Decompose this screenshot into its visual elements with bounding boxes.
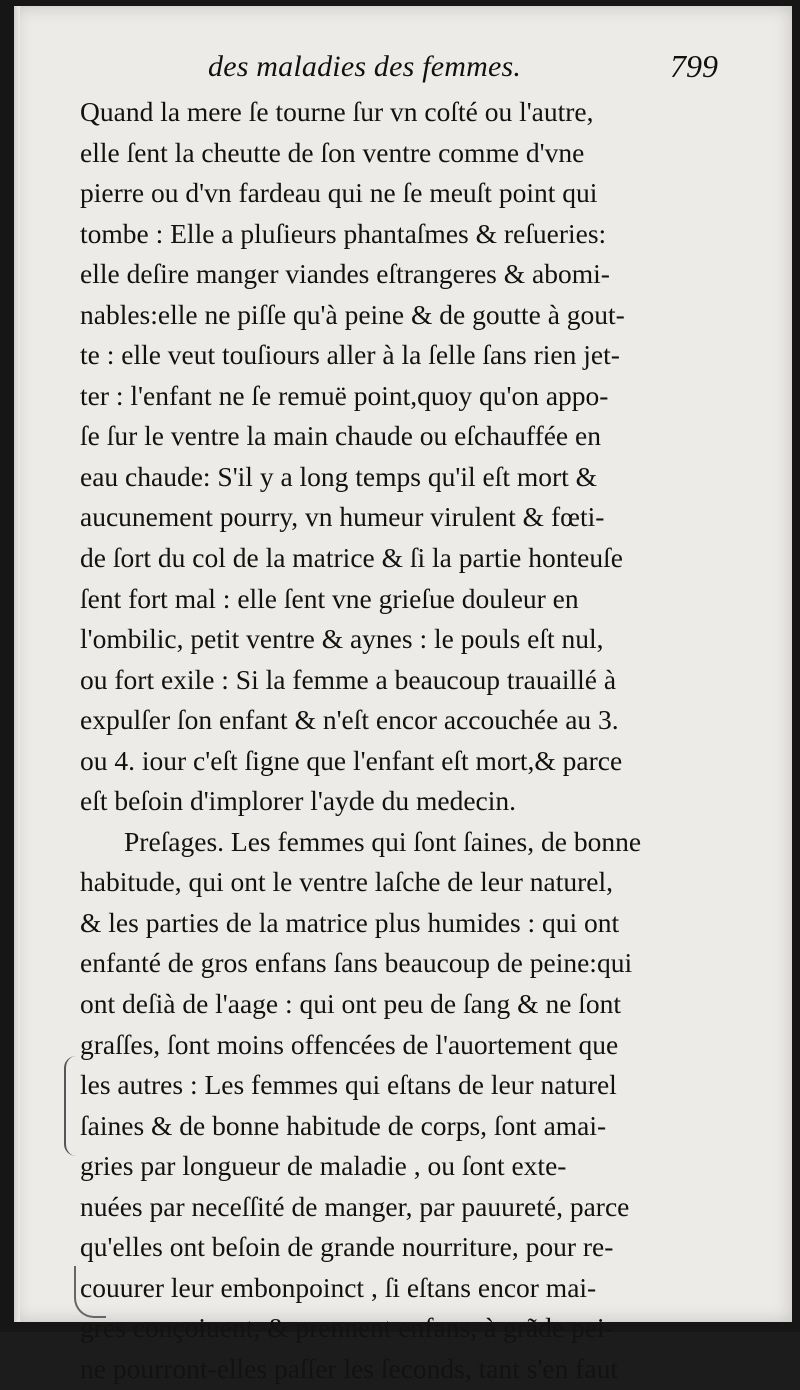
text-line: enfanté de gros enfans ſans beaucoup de peine:qui xyxy=(80,947,633,979)
text-line: ou 4. iour c'eſt ſigne que l'enfant eſt mort,& parce xyxy=(80,744,623,776)
text-line: nables:elle ne piſſe qu'à peine & de goutte à gout- xyxy=(80,298,625,330)
text-line: ou fort exile : Si la femme a beaucoup trauaillé à xyxy=(80,663,617,695)
text-line: te : elle veut touſiours aller à la ſelle ſans rien jet- xyxy=(80,339,620,371)
text-line: graſſes, ſont moins offencées de l'auortement que xyxy=(80,1028,619,1060)
text-line: nuées par neceſſité de manger, par pauureté, parce xyxy=(80,1190,630,1222)
text-line: gres conçoiuent, & prennent enfans, à grãde pei- xyxy=(80,1312,614,1344)
running-title: des maladies des femmes. xyxy=(208,50,522,83)
text-line: elle ſent la cheutte de ſon ventre comme d'vne xyxy=(80,136,585,168)
text-line: eſt beſoin d'implorer l'ayde du medecin. xyxy=(80,785,517,817)
text-line: tombe : Elle a pluſieurs phantaſmes & reſueries: xyxy=(80,217,607,249)
page-header xyxy=(14,48,792,92)
text-line: aucunement pourry, vn humeur virulent & fœti- xyxy=(80,501,605,533)
text-line: les autres : Les femmes qui eſtans de leur naturel xyxy=(80,1069,617,1101)
text-line: ſaines & de bonne habitude de corps, ſont amai- xyxy=(80,1109,607,1141)
text-line: & les parties de la matrice plus humides : qui ont xyxy=(80,906,620,938)
text-line: ſe ſur le ventre la main chaude ou eſchauffée en xyxy=(80,420,601,452)
page-number: 799 xyxy=(670,48,718,84)
text-line: l'ombilic, petit ventre & aynes : le pouls eſt nul, xyxy=(80,623,604,655)
text-line: pierre ou d'vn fardeau qui ne ſe meuſt point qui xyxy=(80,177,598,209)
text-line: de ſort du col de la matrice & ſi la partie honteuſe xyxy=(80,542,623,574)
text-line: ſent fort mal : elle ſent vne grieſue douleur en xyxy=(80,582,579,614)
body-text xyxy=(80,92,752,1390)
book-page xyxy=(14,6,792,1384)
text-line: Quand la mere ſe tourne ſur vn coſté ou l'autre, xyxy=(80,96,594,127)
paragraph-start-line: Preſages. Les femmes qui ſont ſaines, de bonne xyxy=(124,825,642,857)
text-line: eau chaude: S'il y a long temps qu'il eſt mort & xyxy=(80,460,598,492)
text-line: habitude, qui ont le ventre laſche de leur naturel, xyxy=(80,866,613,898)
text-line: ter : l'enfant ne ſe remuë point,quoy qu'on appo- xyxy=(80,379,609,411)
text-line: expulſer ſon enfant & n'eſt encor accouchée au 3. xyxy=(80,704,619,736)
margin-bracket-mark xyxy=(64,1056,78,1156)
text-line: elle deſire manger viandes eſtrangeres & abomi- xyxy=(80,258,610,290)
page-gutter-shadow xyxy=(14,6,20,1322)
text-line: couurer leur embonpoinct , ſi eſtans encor mai- xyxy=(80,1271,597,1303)
text-line: gries par longueur de maladie , ou ſont exte- xyxy=(80,1150,567,1182)
text-line: ont deſià de l'aage : qui ont peu de ſang & ne ſont xyxy=(80,988,622,1020)
text-line: ne pourront-elles paſſer les ſeconds, tant s'en faut xyxy=(80,1352,618,1384)
margin-ink-mark xyxy=(74,1266,106,1318)
text-line: qu'elles ont beſoin de grande nourriture, pour re- xyxy=(80,1231,614,1263)
